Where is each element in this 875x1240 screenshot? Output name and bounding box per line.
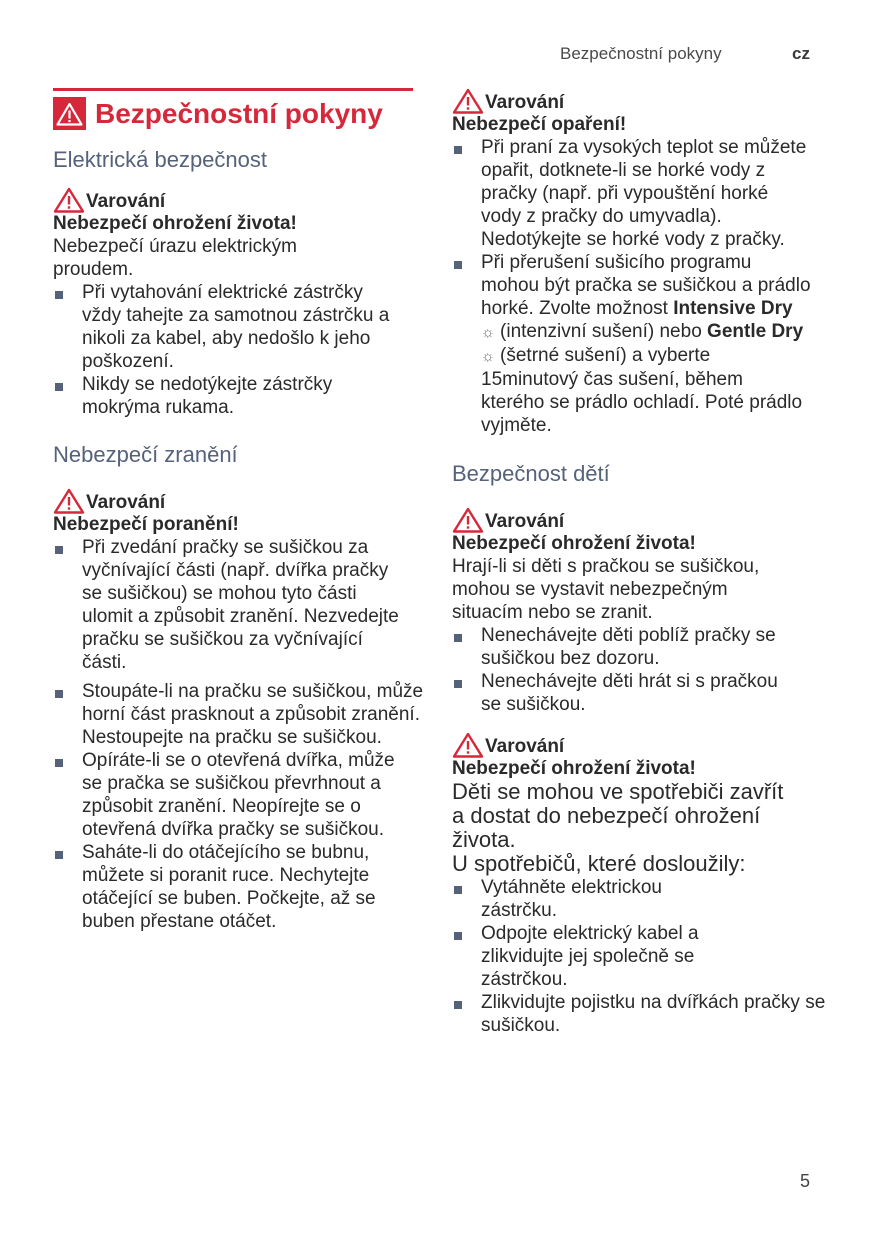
warning-label: Varování: [452, 732, 822, 758]
danger-heading: Nebezpečí ohrožení života!: [53, 213, 297, 234]
danger-heading: Nebezpečí poranění!: [53, 514, 239, 535]
header-language-code: cz: [792, 44, 810, 63]
warning-label: Varování: [53, 187, 431, 213]
bullet-list: [53, 281, 431, 419]
page-title-text: Bezpečnostní pokyny: [95, 97, 383, 129]
warning-icon: [452, 507, 484, 533]
warning-intro: Nebezpečí úrazu elektrickým proudem.: [53, 236, 297, 280]
list-item: Nenechávejte děti poblíž pračky se sušičkou bez dozoru.: [452, 624, 826, 670]
heading-injury-danger: Nebezpečí zranění: [53, 442, 238, 467]
danger-heading: Nebezpečí opaření!: [452, 114, 627, 135]
warning-intro: Hrají-li si děti s pračkou se sušičkou, mohou se vystavit nebezpečným situacím nebo se zranit.: [452, 556, 760, 623]
danger-heading: Nebezpečí ohrožení života!: [452, 758, 696, 779]
sun-icon: ☼: [481, 324, 495, 341]
list-item: Nenechávejte děti hrát si s pračkou se sušičkou.: [452, 670, 781, 716]
heading-electric-safety: Elektrická bezpečnost: [53, 147, 267, 172]
warning-intro: Děti se mohou ve spotřebiči zavřít a dostat do nebezpečí ohrožení života.: [452, 779, 784, 852]
list-item: Při praní za vysokých teplot se můžete opařit, dotknete-li se horké vody z pračky (např. při vypouštění horké vody z pračky do umyvadla). Nedotýkejte se horké vody z pračky.: [452, 136, 811, 251]
list-item: Při přerušení sušicího programu mohou být pračka se sušičkou a prádlo horké. Zvolte možnost Intensive Dry ☼ (intenzivní sušení) nebo Gentle Dry ☼ (šetrné sušení) a vyberte 15minutový čas sušení, během kterého se prádlo ochladí. Poté prádlo vyjměte.: [452, 251, 811, 437]
page-number: 5: [800, 1171, 811, 1191]
warning-icon: [53, 187, 85, 213]
list-item: Opíráte-li se o otevřená dvířka, může se pračka se sušičkou převrhnout a způsobit zranění. Neopírejte se o otevřená dvířka pračky se sušičkou.: [53, 749, 412, 841]
right-column: [452, 88, 826, 1037]
warning-label: Varování: [53, 488, 431, 514]
running-header: [560, 44, 820, 66]
heading-child-safety: Bezpečnost dětí: [452, 461, 610, 486]
warning-icon: [452, 732, 484, 758]
warning-label: Varování: [452, 88, 822, 114]
list-item: Při zvedání pračky se sušičkou za vyčnívající části (např. dvířka pračky se sušičkou) se mohou tyto části ulomit a způsobit zranění. Nezvedejte pračku se sušičkou za vyčnívající části.: [53, 536, 400, 674]
list-lead: U spotřebičů, které dosloužily:: [452, 851, 746, 876]
page-title: [53, 88, 413, 130]
left-column: [53, 88, 431, 933]
list-item: Stoupáte-li na pračku se sušičkou, může horní část prasknout a způsobit zranění. Nestoupejte na pračku se sušičkou.: [53, 680, 431, 749]
list-item: Nikdy se nedotýkejte zástrčky mokrýma rukama.: [53, 373, 392, 419]
bullet-list: [452, 136, 822, 437]
warning-label: Varování: [452, 507, 822, 533]
list-item: Vytáhněte elektrickou zástrčku.: [452, 876, 711, 922]
bullet-list: [452, 624, 822, 716]
warning-icon: [53, 97, 86, 130]
bullet-list: [53, 536, 431, 933]
list-item: Při vytahování elektrické zástrčky vždy tahejte za samotnou zástrčku a nikoli za kabel, aby nedošlo k jeho poškození.: [53, 281, 392, 373]
program-name-intensive-dry: Intensive Dry: [673, 298, 793, 319]
program-name-gentle-dry: Gentle Dry: [707, 321, 804, 342]
bullet-list: [452, 876, 826, 1037]
warning-icon: [452, 88, 484, 114]
danger-heading: Nebezpečí ohrožení života!: [452, 533, 696, 554]
list-item: Zlikvidujte pojistku na dvířkách pračky se sušičkou.: [452, 991, 826, 1037]
list-item: Odpojte elektrický kabel a zlikvidujte jej společně se zástrčkou.: [452, 922, 781, 991]
sun-icon: ☼: [481, 348, 495, 365]
list-item: Saháte-li do otáčejícího se bubnu, můžete si poranit ruce. Nechytejte otáčející se buben. Počkejte, až se buben přestane otáčet.: [53, 841, 412, 933]
warning-icon: [53, 488, 85, 514]
header-section-title: Bezpečnostní pokyny: [560, 44, 722, 63]
